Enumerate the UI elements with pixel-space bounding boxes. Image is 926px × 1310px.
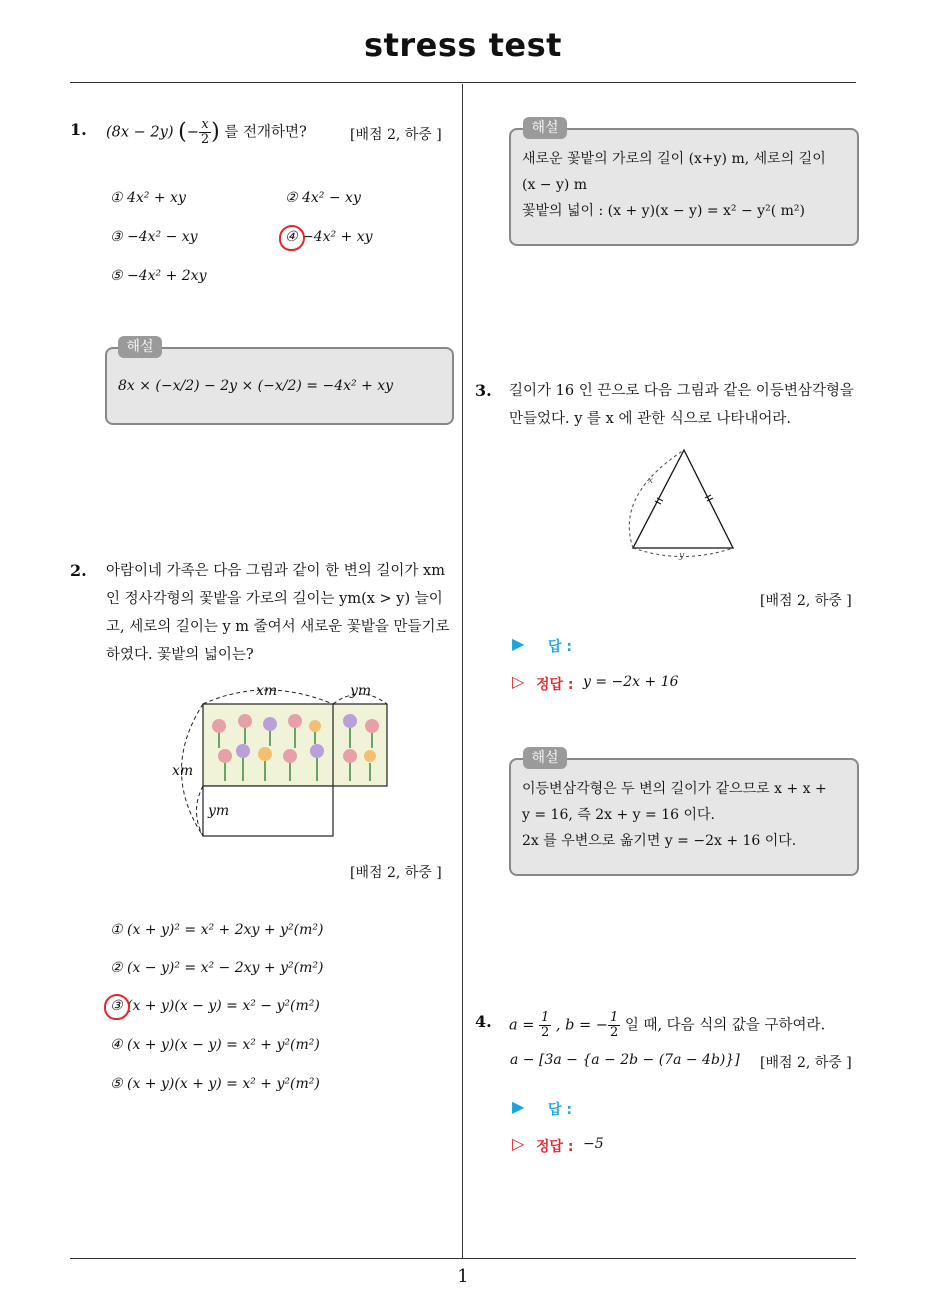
q2-option-2[interactable]: ② (x − y)² = x² − 2xy + y²(m²) xyxy=(110,960,324,976)
q2-fig-xm-left: xm xyxy=(172,763,194,779)
q4-frac1-den: 2 xyxy=(541,1025,550,1040)
q1-explain-text: 8x × (−x/2) − 2y × (−x/2) = −4x² + xy xyxy=(118,378,394,394)
q2-line-3: 고, 세로의 길이는 y m 줄여서 새로운 꽃밭을 만들기로 xyxy=(106,619,450,635)
q1-frac-den: 2 xyxy=(200,132,210,147)
q3-correct-arrow-icon: ▷ xyxy=(512,672,525,691)
q2-line-1: 아람이네 가족은 다음 그림과 같이 한 변의 길이가 xm xyxy=(106,563,445,579)
q4-frac2-den: 2 xyxy=(609,1025,619,1040)
q1-option-4[interactable]: ④ −4x² + xy xyxy=(285,229,373,245)
q2-explain-line-2: (x − y) m xyxy=(522,177,588,193)
q4-frac2-num: 1 xyxy=(609,1010,619,1025)
q4-frac1-num: 1 xyxy=(541,1010,550,1025)
q3-line-2: 만들었다. y 를 x 에 관한 식으로 나타내어라. xyxy=(509,411,791,427)
page-title: stress test xyxy=(364,26,562,64)
q1-frac-num: x xyxy=(199,118,211,133)
q2-score: [배점 2, 하중 ] xyxy=(350,865,442,881)
q3-triangle-figure xyxy=(620,440,750,565)
q2-line-2: 인 정사각형의 꽃밭을 가로의 길이는 ym(x > y) 늘이 xyxy=(106,591,443,607)
q3-explain-line-2: y = 16, 즉 2x + y = 16 이다. xyxy=(522,807,715,823)
q2-explain-line-1: 새로운 꽃밭의 가로의 길이 (x+y) m, 세로의 길이 xyxy=(522,151,826,167)
q4-answer-arrow-icon: ▶ xyxy=(512,1097,525,1116)
q1-option-2[interactable]: ② 4x² − xy xyxy=(285,190,361,206)
q2-option-5[interactable]: ⑤ (x + y)(x + y) = x² + y²(m²) xyxy=(110,1076,320,1092)
q2-explain-line-3: 꽃밭의 넓이 : (x + y)(x − y) = x² − y²( m²) xyxy=(522,203,805,219)
q3-explain-tag: 해설 xyxy=(523,747,567,769)
q2-selected-circle xyxy=(104,994,130,1020)
q4-correct-arrow-icon: ▷ xyxy=(512,1134,525,1153)
q1-option-1[interactable]: ① 4x² + xy xyxy=(110,190,186,206)
q3-line-1: 길이가 16 인 끈으로 다음 그림과 같은 이등변삼각형을 xyxy=(509,383,854,399)
q3-fig-x: x xyxy=(648,476,654,486)
q1-explain-tag: 해설 xyxy=(118,336,162,358)
q3-explain-line-3: 2x 를 우변으로 옮기면 y = −2x + 16 이다. xyxy=(522,833,797,849)
q1-option-5[interactable]: ⑤ −4x² + 2xy xyxy=(110,268,207,284)
q4-tail: 일 때, 다음 식의 값을 구하여라. xyxy=(620,1017,826,1034)
q2-fig-ym-inner: ym xyxy=(208,803,230,819)
q4-correct-label: 정답 : xyxy=(536,1139,574,1155)
q1-question: (8x − 2y) (− $\frac{x}{2}$ ) 를 전개하면? xyxy=(106,117,307,147)
q4-b-eq: , b = − xyxy=(555,1017,608,1034)
q1-selected-circle xyxy=(279,225,305,251)
q4-expression: a − [3a − {a − 2b − (7a − 4b)}] xyxy=(510,1052,740,1068)
q3-correct-label: 정답 : xyxy=(536,677,574,693)
q3-number: 3. xyxy=(475,381,492,400)
q3-answer-label: 답 : xyxy=(548,639,572,655)
q3-score: [배점 2, 하중 ] xyxy=(760,593,852,609)
q2-option-1[interactable]: ① (x + y)² = x² + 2xy + y²(m²) xyxy=(110,922,324,938)
q2-line-4: 하였다. 꽃밭의 넓이는? xyxy=(106,647,254,663)
q3-explain-line-1: 이등변삼각형은 두 변의 길이가 같으므로 x + x + xyxy=(522,781,827,797)
q1-option-3[interactable]: ③ −4x² − xy xyxy=(110,229,198,245)
q4-number: 4. xyxy=(475,1012,492,1031)
q3-correct-value: y = −2x + 16 xyxy=(583,674,679,690)
q2-number: 2. xyxy=(70,561,87,580)
q4-a-eq: a = xyxy=(509,1017,535,1034)
q2-explain-tag: 해설 xyxy=(523,117,567,139)
q2-fig-ym-top: ym xyxy=(350,683,372,699)
q2-fig-xm-top: xm xyxy=(256,683,278,699)
q1-tail: 를 전개하면? xyxy=(219,124,307,141)
q1-expr: (8x − 2y) xyxy=(106,124,174,141)
q2-option-4[interactable]: ④ (x + y)(x − y) = x² + y²(m²) xyxy=(110,1037,320,1053)
q4-score: [배점 2, 하중 ] xyxy=(760,1055,852,1071)
footer-rule xyxy=(70,1258,856,1259)
column-divider xyxy=(462,84,463,1258)
q3-fig-y: y xyxy=(679,551,685,561)
page-number: 1 xyxy=(457,1266,469,1287)
q4-correct-value: −5 xyxy=(583,1136,604,1152)
q1-score: [배점 2, 하중 ] xyxy=(350,127,442,143)
q1-number: 1. xyxy=(70,120,87,139)
q4-line-1 xyxy=(509,1011,825,1040)
q4-answer-label: 답 : xyxy=(548,1102,572,1118)
q3-answer-arrow-icon: ▶ xyxy=(512,634,525,653)
q2-option-3[interactable]: ③ (x + y)(x − y) = x² − y²(m²) xyxy=(110,998,320,1014)
